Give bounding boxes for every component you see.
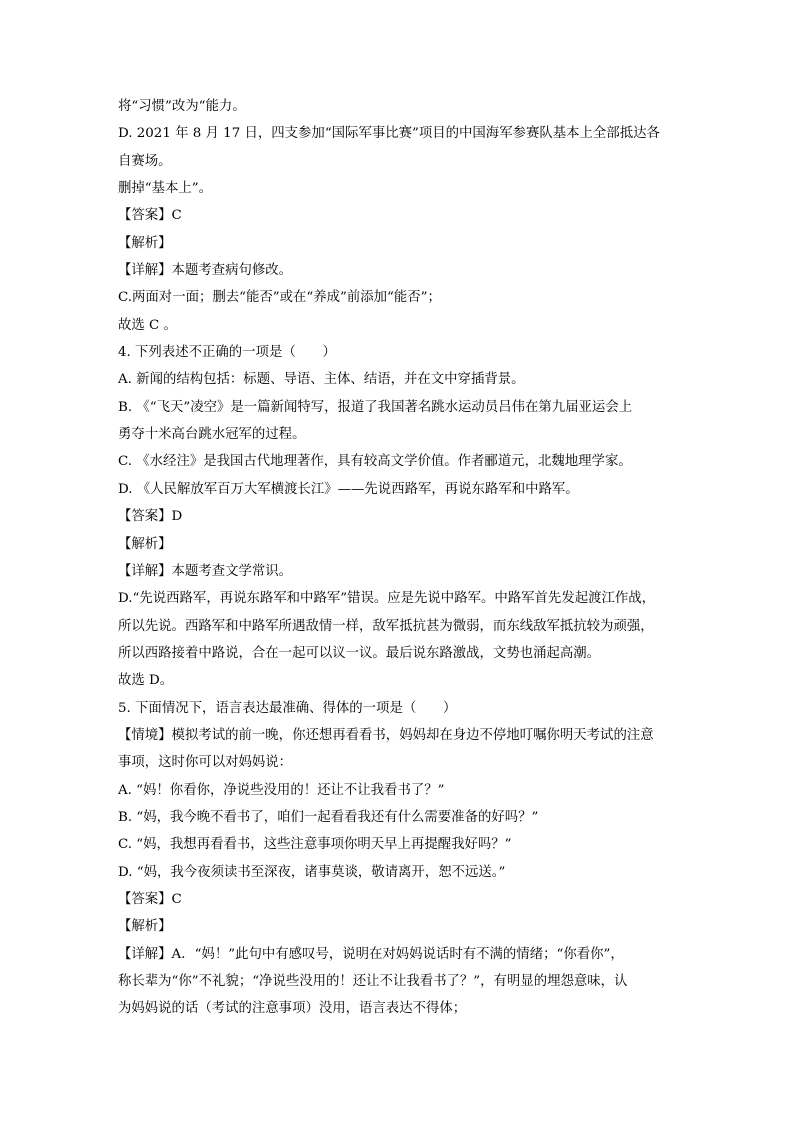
text-line: C.两面对一面；删去“能否”或在“养成”前添加“能否”； bbox=[118, 290, 441, 306]
option-line: A. 新闻的结构包括：标题、导语、主体、结语，并在文中穿插背景。 bbox=[118, 372, 525, 388]
detail-line: 【详解】本题考查病句修改。 bbox=[118, 263, 293, 279]
document-body bbox=[118, 93, 678, 1023]
text-line: 将“习惯”改为“能力。 bbox=[118, 99, 246, 114]
option-line: A. “妈！你看你，净说些没用的！还让不让我看书了？” bbox=[118, 782, 445, 798]
option-line: B. “妈，我今晚不看书了，咱们一起看看我还有什么需要准备的好吗？” bbox=[118, 809, 539, 825]
question-stem: 5. 下面情况下，语言表达最准确、得体的一项是（ ） bbox=[118, 700, 457, 716]
detail-line: 【详解】本题考查文学常识。 bbox=[118, 563, 293, 579]
answer-label: 【答案】C bbox=[118, 208, 182, 224]
option-line: 勇夺十米高台跳水冠军的过程。 bbox=[118, 427, 306, 443]
option-line: D. 《人民解放军百万大军横渡长江》——先说西路军，再说东路军和中路军。 bbox=[118, 481, 579, 497]
option-line: B. 《“飞天”凌空》是一篇新闻特写，报道了我国著名跳水运动员吕伟在第九届亚运会上 bbox=[118, 399, 633, 415]
text-line: 故选 D。 bbox=[118, 673, 174, 689]
scenario-line: 【情境】模拟考试的前一晚，你还想再看看书，妈妈却在身边不停地叮嘱你明天考试的注意 bbox=[118, 727, 654, 743]
analysis-label: 【解析】 bbox=[118, 919, 172, 935]
text-line: 所以西路接着中路说，合在一起可以议一议。最后说东路激战，文势也涌起高潮。 bbox=[118, 645, 601, 661]
text-line: 所以先说。西路军和中路军所遇敌情一样，敌军抵抗甚为微弱，而东线敌军抵抗较为顽强， bbox=[118, 618, 654, 634]
scenario-line: 事项，这时你可以对妈妈说： bbox=[118, 755, 293, 771]
text-line: D.“先说西路军，再说东路军和中路军”错误。应是先说中路军。中路军首先发起渡江作战， bbox=[118, 591, 656, 607]
option-line: C. “妈，我想再看看书，这些注意事项你明天早上再提醒我好吗？” bbox=[118, 837, 512, 853]
detail-line: 【详解】A．“妈！”此句中有感叹号，说明在对妈妈说话时有不满的情绪；“你看你”， bbox=[118, 946, 624, 962]
question-stem: 4. 下列表述不正确的一项是（ ） bbox=[118, 345, 336, 361]
text-line: 称长辈为“你”不礼貌；“净说些没用的！还让不让我看书了？”，有明显的埋怨意味，认 bbox=[118, 974, 628, 989]
analysis-label: 【解析】 bbox=[118, 536, 172, 552]
answer-label: 【答案】D bbox=[118, 509, 183, 525]
text-line: D. 2021 年 8 月 17 日，四支参加“国际军事比赛”项目的中国海军参赛队基本上全部抵达各 bbox=[118, 126, 660, 142]
analysis-label: 【解析】 bbox=[118, 235, 172, 251]
text-line: 为妈妈说的话（考试的注意事项）没用，语言表达不得体； bbox=[118, 1001, 467, 1017]
answer-label: 【答案】C bbox=[118, 891, 182, 907]
text-line: 故选 C 。 bbox=[118, 317, 177, 333]
text-line: 自赛场。 bbox=[118, 153, 172, 169]
option-line: D. “妈，我今夜须读书至深夜，诸事莫谈，敬请离开，恕不远送。” bbox=[118, 864, 506, 880]
option-line: C. 《水经注》是我国古代地理著作，具有较高文学价值。作者郦道元，北魏地理学家。 bbox=[118, 454, 632, 470]
text-line: 删掉“基本上”。 bbox=[118, 181, 213, 197]
